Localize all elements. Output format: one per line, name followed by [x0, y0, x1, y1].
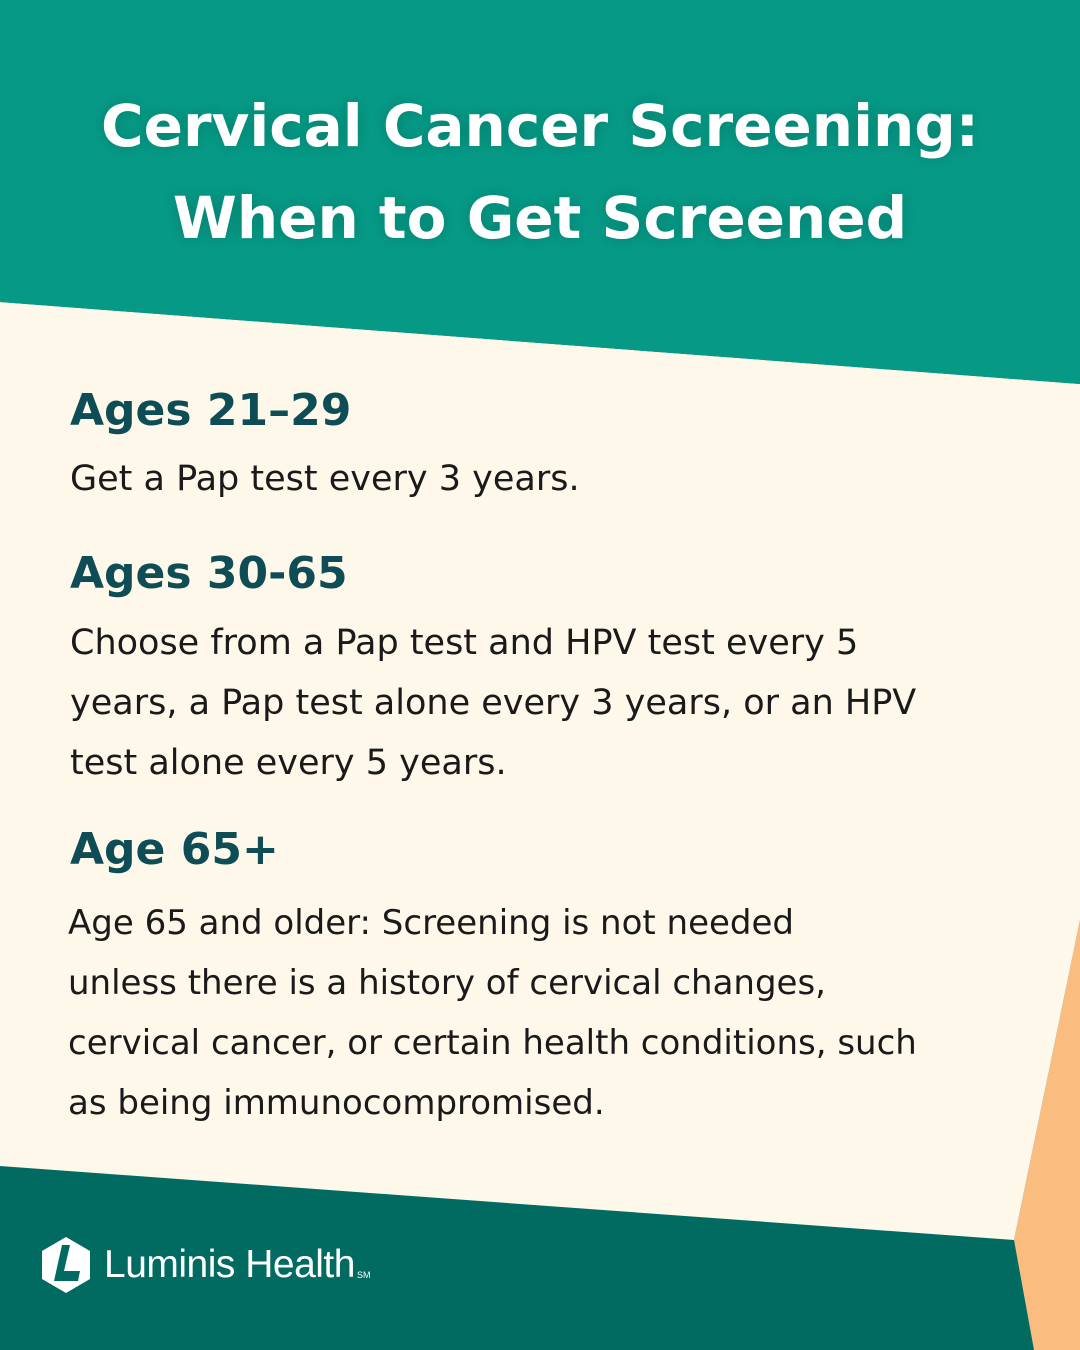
- section-heading-age-65-plus: Age 65+: [70, 824, 279, 875]
- service-mark: SM: [356, 1270, 371, 1280]
- section-heading-ages-30-65: Ages 30-65: [70, 548, 348, 599]
- section-body-line: Choose from a Pap test and HPV test every 5: [70, 623, 859, 663]
- section-body-line: Get a Pap test every 3 years.: [70, 459, 580, 499]
- section-body-line: years, a Pap test alone every 3 years, or an HPV: [70, 683, 917, 723]
- section-body-line: test alone every 5 years.: [70, 743, 507, 783]
- brand-name: Luminis Health: [104, 1243, 355, 1286]
- section-heading-ages-21-29: Ages 21–29: [70, 385, 352, 436]
- brand-logo: [40, 1234, 370, 1296]
- page-title-line-1: Cervical Cancer Screening:: [101, 92, 979, 160]
- section-body-ages-21-29: [70, 449, 580, 509]
- section-body-line: as being immunocompromised.: [68, 1083, 605, 1123]
- section-body-ages-30-65: [70, 613, 916, 793]
- section-body-line: unless there is a history of cervical changes,: [68, 963, 826, 1003]
- section-body-age-65-plus: [68, 893, 917, 1133]
- section-body-line: Age 65 and older: Screening is not needed: [68, 903, 795, 943]
- luminis-health-logo-icon: [40, 1235, 92, 1295]
- page-title-line-2: When to Get Screened: [172, 184, 908, 252]
- section-body-line: cervical cancer, or certain health conditions, such: [68, 1023, 917, 1063]
